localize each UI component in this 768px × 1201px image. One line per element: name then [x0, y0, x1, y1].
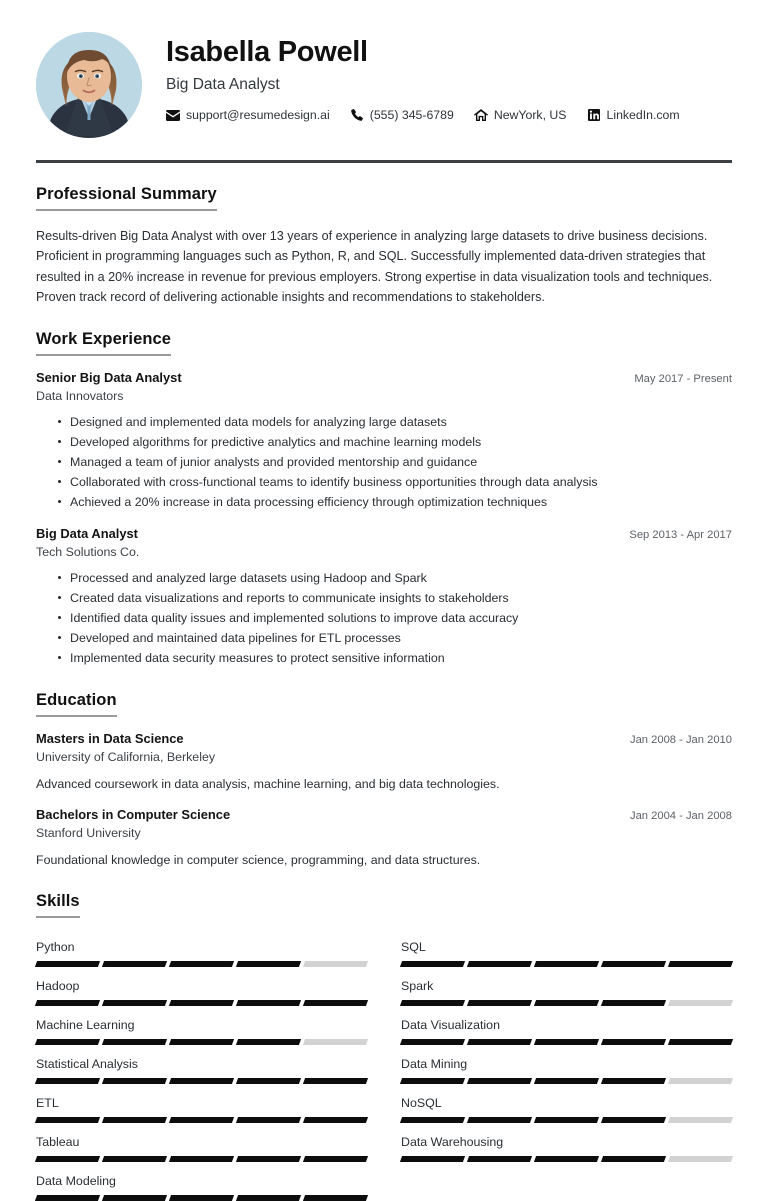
skill-level-segment: [169, 1039, 234, 1045]
skill-level-bar: [36, 1117, 367, 1123]
skill-level-segment: [236, 1156, 301, 1162]
skill-item: [36, 1162, 367, 1201]
contact-phone[interactable]: [350, 108, 454, 122]
skill-level-segment: [169, 1000, 234, 1006]
section-education: [36, 691, 732, 870]
skill-level-segment: [236, 1000, 301, 1006]
skill-level-segment: [236, 1195, 301, 1201]
section-title-education: Education: [36, 690, 117, 709]
section-underline: [36, 209, 217, 211]
work-entry-subtitle: Data Innovators: [36, 388, 124, 403]
skill-level-segment: [35, 1078, 100, 1084]
skill-level-bar: [401, 1156, 732, 1162]
education-entry-title: Masters in Data Science: [36, 730, 184, 746]
skill-name: Python: [36, 939, 75, 954]
contact-email[interactable]: [166, 108, 330, 122]
skill-name: Data Warehousing: [401, 1134, 504, 1149]
education-entry-date: Jan 2008 - Jan 2010: [629, 733, 732, 746]
skill-level-segment: [303, 1117, 368, 1123]
skill-level-segment: [303, 1195, 368, 1201]
envelope-icon: [166, 109, 180, 122]
skill-name: Data Mining: [401, 1056, 468, 1071]
skill-level-segment: [236, 1117, 301, 1123]
skill-level-segment: [35, 1156, 100, 1162]
profile-photo-illustration: [36, 32, 142, 138]
skill-level-segment: [400, 961, 465, 967]
skill-level-segment: [467, 1000, 532, 1006]
skill-level-segment: [102, 1117, 167, 1123]
contact-location[interactable]: [474, 108, 567, 122]
skill-level-bar: [401, 1000, 732, 1006]
skill-level-segment: [35, 1000, 100, 1006]
skill-level-segment: [668, 1039, 733, 1045]
home-icon: [474, 109, 488, 122]
skill-name: SQL: [401, 939, 426, 954]
skill-level-segment: [467, 1117, 532, 1123]
linkedin-icon: [587, 109, 601, 122]
education-entry-list: [36, 731, 732, 870]
skill-level-bar: [36, 1078, 367, 1084]
list-item: Achieved a 20% increase in data processing efficiency through optimization techniques: [58, 492, 732, 512]
education-entry-subtitle: Stanford University: [36, 826, 141, 841]
skill-item: [36, 928, 367, 967]
skill-item: [401, 928, 732, 967]
skill-level-segment: [601, 1000, 666, 1006]
list-item: Designed and implemented data models for analyzing large datasets: [58, 412, 732, 432]
education-entry-title: Bachelors in Computer Science: [36, 807, 231, 823]
contact-list: [166, 108, 732, 122]
contact-linkedin[interactable]: [587, 108, 680, 122]
contact-location-label: NewYork, US: [493, 108, 567, 123]
skill-level-segment: [303, 1039, 368, 1045]
header-text-block: [166, 32, 732, 122]
avatar: [36, 32, 142, 138]
list-item: Created data visualizations and reports to communicate insights to stakeholders: [58, 588, 732, 608]
skill-name: Spark: [401, 978, 434, 993]
work-entry-date: Sep 2013 - Apr 2017: [629, 529, 732, 542]
section-professional-summary: [36, 185, 732, 308]
education-entry: [36, 807, 732, 870]
skill-level-segment: [601, 961, 666, 967]
education-entry-header: [36, 807, 732, 822]
work-entry-title: Senior Big Data Analyst: [36, 369, 182, 385]
list-item: Managed a team of junior analysts and provided mentorship and guidance: [58, 452, 732, 472]
skill-level-segment: [400, 1039, 465, 1045]
skill-item: [36, 1045, 367, 1084]
skill-level-segment: [601, 1078, 666, 1084]
phone-icon: [350, 109, 364, 122]
skill-level-segment: [400, 1000, 465, 1006]
skill-level-segment: [668, 1117, 733, 1123]
skill-list: [36, 928, 732, 1201]
skill-level-segment: [236, 961, 301, 967]
work-entry-header: [36, 370, 732, 385]
work-entry-date: May 2017 - Present: [634, 372, 732, 385]
contact-phone-label: (555) 345-6789: [369, 108, 454, 123]
skill-name: ETL: [36, 1095, 59, 1110]
skill-level-bar: [36, 1156, 367, 1162]
skill-level-segment: [169, 961, 234, 967]
work-entry-title: Big Data Analyst: [36, 526, 138, 542]
skill-level-bar: [36, 1039, 367, 1045]
skill-level-segment: [668, 1000, 733, 1006]
section-title-work: Work Experience: [36, 329, 172, 348]
skill-level-segment: [169, 1117, 234, 1123]
skill-item: [36, 1123, 367, 1162]
skill-name: Data Visualization: [401, 1017, 500, 1032]
skill-level-segment: [35, 961, 100, 967]
skill-level-segment: [534, 961, 599, 967]
list-item: Identified data quality issues and implemented solutions to improve data accuracy: [58, 608, 732, 628]
page-title: Isabella Powell: [166, 36, 368, 68]
skill-level-segment: [303, 1000, 368, 1006]
skill-level-segment: [303, 961, 368, 967]
resume-header: [36, 30, 732, 138]
skill-name: NoSQL: [401, 1095, 442, 1110]
skill-level-segment: [102, 1195, 167, 1201]
list-item: Developed and maintained data pipelines for ETL processes: [58, 628, 732, 648]
education-entry-description: Advanced coursework in data analysis, machine learning, and big data technologies.: [36, 776, 500, 791]
skill-name: Statistical Analysis: [36, 1056, 138, 1071]
skill-level-segment: [534, 1039, 599, 1045]
contact-email-label: support@resumedesign.ai: [186, 108, 330, 123]
section-title-summary: Professional Summary: [36, 185, 217, 203]
header-divider: [36, 160, 732, 163]
skill-level-segment: [102, 1000, 167, 1006]
skill-level-segment: [236, 1039, 301, 1045]
skill-level-segment: [467, 961, 532, 967]
work-entry-list: [36, 370, 732, 669]
skill-item: [36, 967, 367, 1006]
skill-item: [401, 1123, 732, 1162]
skill-item: [36, 1006, 367, 1045]
skill-level-segment: [467, 1039, 532, 1045]
section-heading-summary: [36, 185, 217, 211]
skill-level-segment: [400, 1156, 465, 1162]
skill-level-bar: [36, 1000, 367, 1006]
skill-item: [401, 967, 732, 1006]
skill-name: Hadoop: [36, 978, 80, 993]
skill-level-segment: [35, 1195, 100, 1201]
skill-level-segment: [534, 1117, 599, 1123]
skill-level-segment: [102, 1156, 167, 1162]
skill-item: [401, 1084, 732, 1123]
skill-level-bar: [401, 1039, 732, 1045]
skill-level-segment: [303, 1078, 368, 1084]
work-bullet-list: [36, 412, 732, 512]
work-entry-subtitle: Tech Solutions Co.: [36, 545, 140, 560]
skill-level-segment: [102, 1078, 167, 1084]
work-entry-header: [36, 526, 732, 541]
section-underline: [36, 916, 80, 918]
education-entry-subtitle: University of California, Berkeley: [36, 749, 216, 764]
section-work-experience: [36, 330, 732, 669]
list-item: Collaborated with cross-functional teams to identify business opportunities through data analysis: [58, 472, 732, 492]
skill-level-bar: [401, 1078, 732, 1084]
list-item: Processed and analyzed large datasets using Hadoop and Spark: [58, 568, 732, 588]
skill-level-segment: [169, 1195, 234, 1201]
skill-item: [401, 1006, 732, 1045]
skill-level-segment: [534, 1000, 599, 1006]
work-entry: [36, 370, 732, 512]
skill-level-segment: [467, 1156, 532, 1162]
skill-level-segment: [601, 1156, 666, 1162]
education-entry-header: [36, 731, 732, 746]
education-entry-date: Jan 2004 - Jan 2008: [629, 810, 732, 823]
skill-level-segment: [169, 1156, 234, 1162]
skill-name: Data Modeling: [36, 1173, 116, 1188]
section-title-skills: Skills: [36, 891, 80, 910]
skill-level-segment: [236, 1078, 301, 1084]
skill-level-segment: [601, 1039, 666, 1045]
skill-level-bar: [36, 1195, 367, 1201]
section-underline: [36, 354, 171, 356]
skill-item: [36, 1084, 367, 1123]
skill-level-segment: [400, 1078, 465, 1084]
list-item: Developed algorithms for predictive analytics and machine learning models: [58, 432, 732, 452]
skill-level-segment: [467, 1078, 532, 1084]
skill-level-segment: [601, 1117, 666, 1123]
skill-level-segment: [400, 1117, 465, 1123]
skill-level-segment: [668, 1078, 733, 1084]
section-heading-education: [36, 691, 117, 717]
work-bullet-list: [36, 568, 732, 668]
job-title: Big Data Analyst: [166, 76, 280, 94]
education-entry-description: Foundational knowledge in computer science, programming, and data structures.: [36, 853, 481, 868]
skill-name: Machine Learning: [36, 1017, 135, 1032]
skill-level-bar: [401, 961, 732, 967]
skill-level-segment: [102, 961, 167, 967]
skill-name: Tableau: [36, 1134, 80, 1149]
section-skills: [36, 892, 732, 1201]
skill-level-segment: [668, 961, 733, 967]
education-entry: [36, 731, 732, 794]
skill-item: [401, 1045, 732, 1084]
section-heading-work: [36, 330, 171, 356]
section-heading-skills: [36, 892, 80, 918]
section-underline: [36, 715, 117, 717]
contact-linkedin-label: LinkedIn.com: [606, 108, 680, 123]
skill-level-bar: [401, 1117, 732, 1123]
work-entry: [36, 526, 732, 668]
skill-level-bar: [36, 961, 367, 967]
summary-text: Results-driven Big Data Analyst with over 13 years of experience in analyzing large datasets to drive business decisions. Proficient in programming languages such as Python, R, and SQL. Successfully implemented data-driven strategies that resulted in a 20% increase in revenue for previous employers. Strong expertise in data visualization tools and techniques. Proven track record of delivering actionable insights and recommendations to stakeholders.: [36, 229, 713, 305]
list-item: Implemented data security measures to protect sensitive information: [58, 648, 732, 668]
skill-level-segment: [534, 1078, 599, 1084]
skill-level-segment: [668, 1156, 733, 1162]
skill-level-segment: [303, 1156, 368, 1162]
skill-level-segment: [35, 1117, 100, 1123]
skill-level-segment: [534, 1156, 599, 1162]
skill-level-segment: [102, 1039, 167, 1045]
skill-level-segment: [169, 1078, 234, 1084]
skill-level-segment: [35, 1039, 100, 1045]
